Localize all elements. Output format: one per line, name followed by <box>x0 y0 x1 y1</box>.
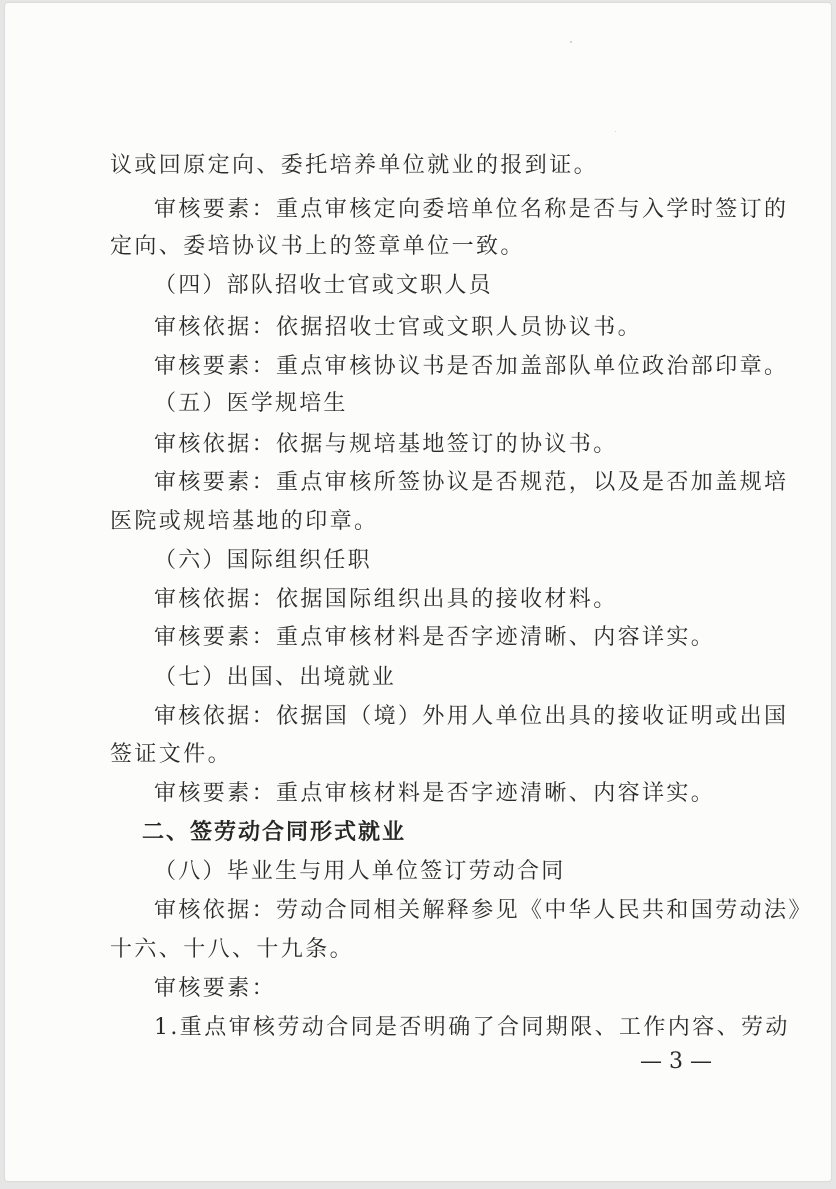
subsection-heading: （六）国际组织任职 <box>154 548 372 573</box>
subsection-heading: （七）出国、出境就业 <box>154 665 397 690</box>
page-number: — 3 — <box>640 1049 712 1074</box>
subsection-heading: （五）医学规培生 <box>154 391 348 416</box>
paragraph-line: 十六、十八、十九条。 <box>110 937 355 962</box>
subsection-heading: （八）毕业生与用人单位签订劳动合同 <box>154 859 566 884</box>
subsection-heading: （四）部队招收士官或文职人员 <box>154 273 493 298</box>
scan-speck <box>615 131 616 132</box>
paragraph-line: 审核要素：重点审核所签协议是否规范，以及是否加盖规培 <box>154 470 789 495</box>
document-page <box>5 3 831 1181</box>
scan-speck <box>570 41 572 43</box>
paragraph-line: 1.重点审核劳动合同是否明确了合同期限、工作内容、劳动 <box>154 1015 790 1040</box>
section-heading: 二、签劳动合同形式就业 <box>142 820 407 845</box>
paragraph-line: 审核要素： <box>154 976 277 1001</box>
paragraph-line: 定向、委培协议书上的签章单位一致。 <box>110 234 525 259</box>
paragraph-line: 审核依据：依据国（境）外用人单位出具的接收证明或出国 <box>154 704 789 729</box>
paragraph-line: 审核要素：重点审核协议书是否加盖部队单位政治部印章。 <box>154 354 789 379</box>
paragraph-line: 审核依据：依据国际组织出具的接收材料。 <box>154 587 618 612</box>
paragraph-line: 审核依据：依据招收士官或文职人员协议书。 <box>154 315 643 340</box>
paragraph-line: 签证文件。 <box>110 742 233 767</box>
paragraph-line: 审核要素：重点审核材料是否字迹清晰、内容详实。 <box>154 781 716 806</box>
paragraph-line: 议或回原定向、委托培养单位就业的报到证。 <box>110 153 599 178</box>
paragraph-line: 审核依据：劳动合同相关解释参见《中华人民共和国劳动法》 <box>154 898 813 923</box>
paragraph-line: 审核依据：依据与规培基地签订的协议书。 <box>154 432 618 457</box>
paragraph-line: 医院或规培基地的印章。 <box>110 509 379 534</box>
paragraph-line: 审核要素：重点审核定向委培单位名称是否与入学时签订的 <box>154 197 789 222</box>
paragraph-line: 审核要素：重点审核材料是否字迹清晰、内容详实。 <box>154 625 716 650</box>
